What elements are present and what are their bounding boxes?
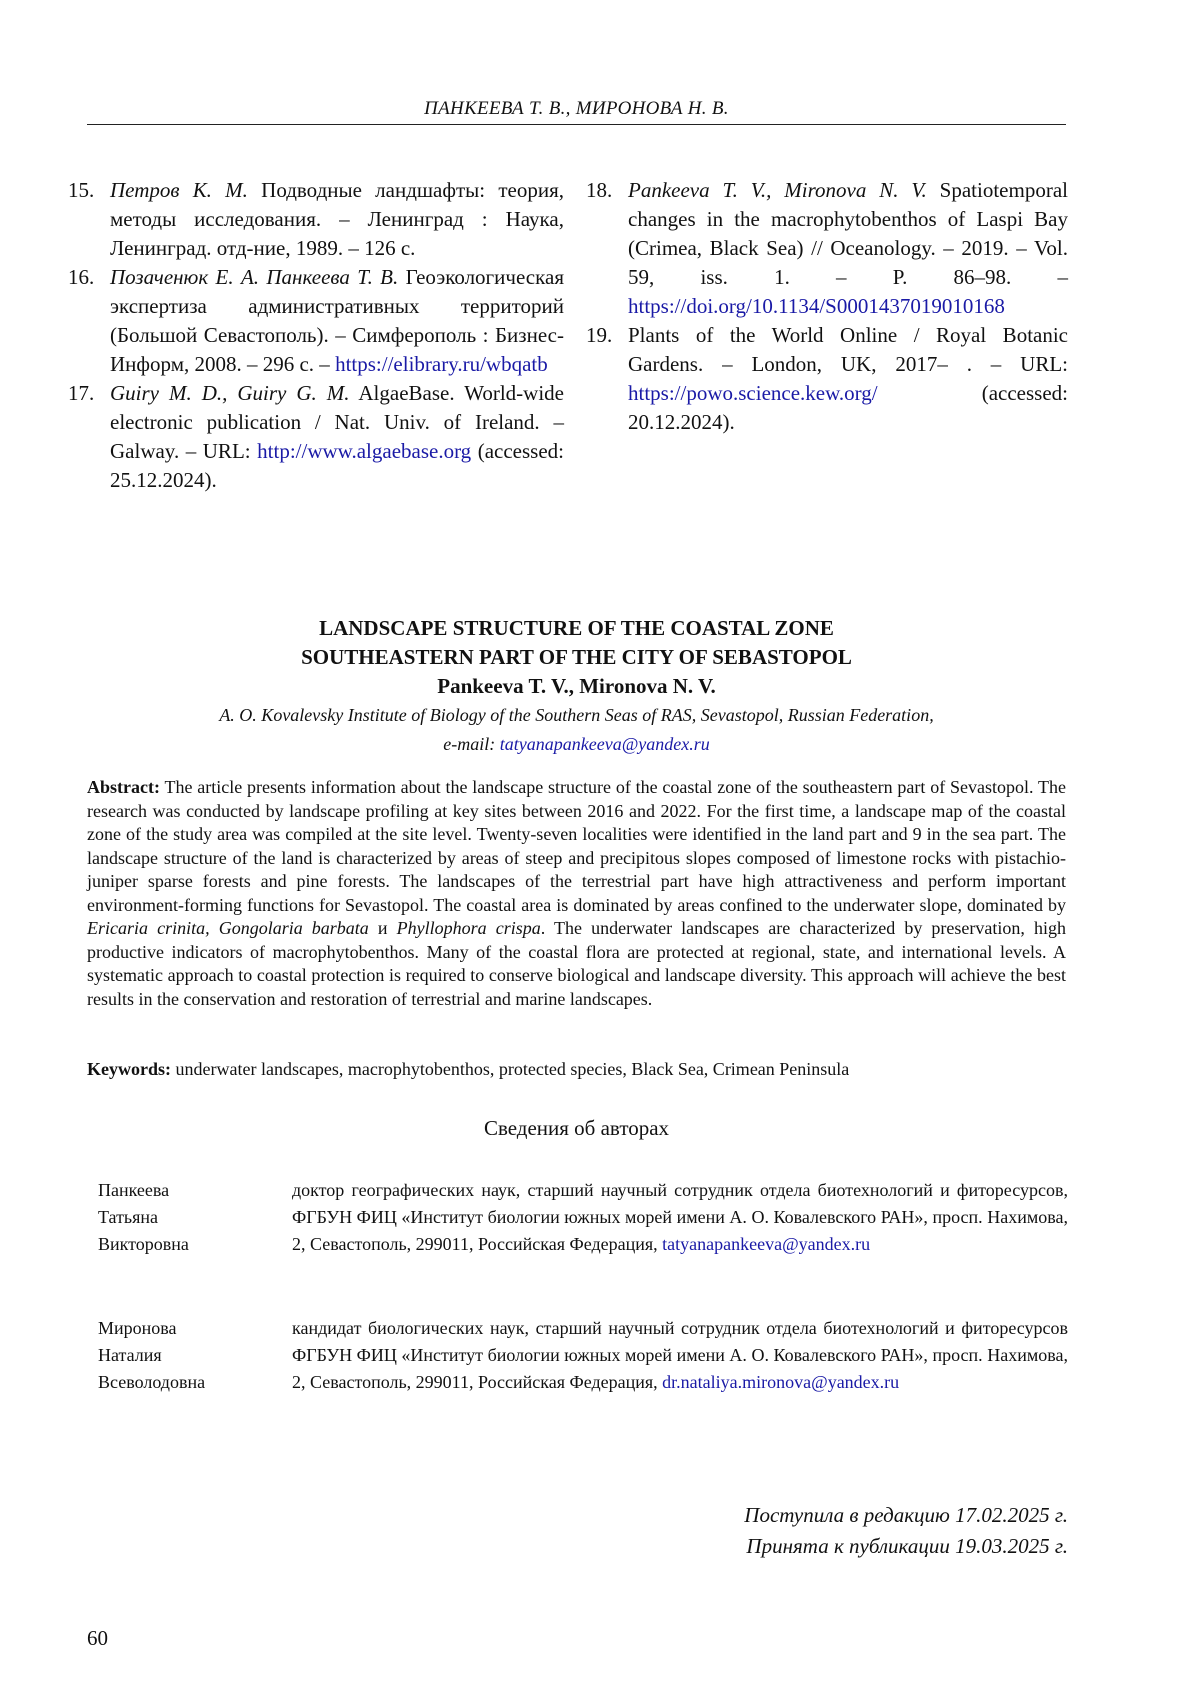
reference-link[interactable]: https://powo.science.kew.org/ <box>628 381 878 405</box>
affiliation: A. O. Kovalevsky Institute of Biology of the Southern Seas of RAS, Sevastopol, Russian Federation, <box>219 705 934 725</box>
contact-email-line <box>87 730 1066 759</box>
reference-author: Петров К. М. <box>110 178 248 202</box>
english-title-block <box>87 614 1066 759</box>
running-head: ПАНКЕЕВА Т. В., МИРОНОВА Н. В. <box>424 98 729 119</box>
abstract <box>87 776 1066 1011</box>
reference-tail: (accessed: 20.12.2024). <box>628 381 1068 434</box>
reference-number: 15. <box>68 178 95 202</box>
reference-author: Guiry M. D., Guiry G. M. <box>110 381 350 405</box>
reference-text <box>110 176 564 263</box>
reference-15 <box>68 176 564 263</box>
author-surname: Панкеева <box>98 1180 170 1200</box>
accepted-date: Принята к публикации 19.03.2025 г. <box>746 1534 1068 1558</box>
references-right-column <box>586 176 1068 437</box>
author-surname: Миронова <box>98 1318 177 1338</box>
submission-dates <box>744 1500 1068 1562</box>
page-number: 60 <box>87 1626 108 1650</box>
reference-text <box>628 321 1068 437</box>
keywords-text: underwater landscapes, macrophytobenthos, protected species, Black Sea, Crimean Peninsula <box>171 1059 850 1079</box>
author-1-email-link[interactable]: tatyanapankeeva@yandex.ru <box>662 1234 871 1254</box>
author-info-text: доктор географических наук, старший научный сотрудник отдела биотехнологий и фиторесурсов, ФГБУН ФИЦ «Институт биологии южных морей имени А. О. Ковалевского РАН», просп. Нахимова, 2, Севастополь, 299011, Российская Федерация, <box>292 1180 1068 1254</box>
abstract-label: Abstract: <box>87 777 160 797</box>
reference-tail: (accessed: 25.12.2024). <box>110 439 565 492</box>
article-title-line-1: LANDSCAPE STRUCTURE OF THE COASTAL ZONE <box>319 616 834 640</box>
email-label: e-mail: <box>443 734 500 754</box>
author-1-name <box>98 1177 268 1258</box>
article-authors: Pankeeva T. V., Mironova N. V. <box>437 674 716 698</box>
author-2-info <box>292 1315 1068 1396</box>
reference-number: 18. <box>586 178 613 202</box>
reference-text <box>110 379 564 495</box>
abstract-species-1: Ericaria crinita, Gongolaria barbata <box>87 918 369 938</box>
reference-number: 16. <box>68 265 95 289</box>
reference-number: 17. <box>68 381 95 405</box>
author-2-name <box>98 1315 268 1396</box>
author-first-name: Татьяна <box>98 1207 159 1227</box>
reference-number: 19. <box>586 323 613 347</box>
author-2-email-link[interactable]: dr.nataliya.mironova@yandex.ru <box>662 1372 900 1392</box>
reference-body: Spatiotemporal changes in the macrophytobenthos of Laspi Bay (Crimea, Black Sea) // Oceanology. – 2019. – Vol. 59, iss. 1. – P. 86–98. – <box>628 178 1068 289</box>
author-patronymic: Всеволодовна <box>98 1372 206 1392</box>
authors-heading: Сведения об авторах <box>483 1116 670 1140</box>
keywords-label: Keywords: <box>87 1059 171 1079</box>
author-patronymic: Викторовна <box>98 1234 189 1254</box>
author-1-info <box>292 1177 1068 1258</box>
reference-text <box>110 263 564 379</box>
abstract-text-part-1: The article presents information about the landscape structure of the coastal zone of the southeastern part of Sevastopol. The research was conducted by landscape profiling at key sites between 2016 and 2022. For the first time, a landscape map of the coastal zone of the study area was compiled at the site level. Twenty-seven localities were identified in the land part and 9 in the sea part. The landscape structure of the land is characterized by areas of steep and precipitous slopes composed of limestone rocks with pistachio-juniper sparse forests and pine forests. The landscapes of the terrestrial part have high attractiveness and perform important environment-forming functions for Sevastopol. The coastal area is dominated by areas confined to the underwater slope, dominated by <box>87 777 1066 915</box>
reference-author: Позаченюк Е. А. Панкеева Т. В. <box>110 265 399 289</box>
reference-body: Подводные ландшафты: теория, методы исследования. – Ленинград : Наука, Ленинград. отд-ние, 1989. – 126 с. <box>110 178 564 260</box>
reference-18 <box>586 176 1068 321</box>
reference-body: AlgaeBase. World-wide electronic publication / Nat. Univ. of Ireland. – Galway. – URL: <box>110 381 564 463</box>
reference-author: Pankeeva T. V., Mironova N. V. <box>628 178 927 202</box>
reference-body: Геоэкологическая экспертиза административных территорий (Большой Севастополь). – Симферополь : Бизнес-Информ, 2008. – 296 с. – <box>110 265 564 376</box>
references-left-column <box>68 176 564 495</box>
author-info-text: кандидат биологических наук, старший научный сотрудник отдела биотехнологий и фиторесурсов ФГБУН ФИЦ «Институт биологии южных морей имени А. О. Ковалевского РАН», просп. Нахимова, 2, Севастополь, 299011, Российская Федерация, <box>292 1318 1068 1392</box>
reference-16 <box>68 263 564 379</box>
reference-link[interactable]: https://elibrary.ru/wbqatb <box>335 352 548 376</box>
contact-email-link[interactable]: tatyanapankeeva@yandex.ru <box>499 734 710 754</box>
header-rule <box>87 124 1066 125</box>
abstract-text-part-2: . The underwater landscapes are characterized by preservation, high productive indicators of macrophytobenthos. Many of the coastal flora are protected at regional, state, and international levels. A systematic approach to coastal protection is required to conserve biological and landscape diversity. This approach will achieve the best results in the conservation and restoration of terrestrial and marine landscapes. <box>87 918 1066 1009</box>
reference-link[interactable]: http://www.algaebase.org <box>257 439 472 463</box>
abstract-species-2: Phyllophora crispa <box>396 918 541 938</box>
abstract-conjunction: и <box>368 918 397 938</box>
reference-17 <box>68 379 564 495</box>
reference-link[interactable]: https://doi.org/10.1134/S0001437019010168 <box>628 294 1005 318</box>
author-first-name: Наталия <box>98 1345 162 1365</box>
article-title-line-2: SOUTHEASTERN PART OF THE CITY OF SEBASTOPOL <box>301 645 852 669</box>
received-date: Поступила в редакцию 17.02.2025 г. <box>744 1503 1068 1527</box>
keywords <box>87 1057 1066 1081</box>
reference-19 <box>586 321 1068 437</box>
reference-text <box>628 176 1068 321</box>
reference-body: Plants of the World Online / Royal Botanic Gardens. – London, UK, 2017– . – URL: <box>628 323 1068 376</box>
